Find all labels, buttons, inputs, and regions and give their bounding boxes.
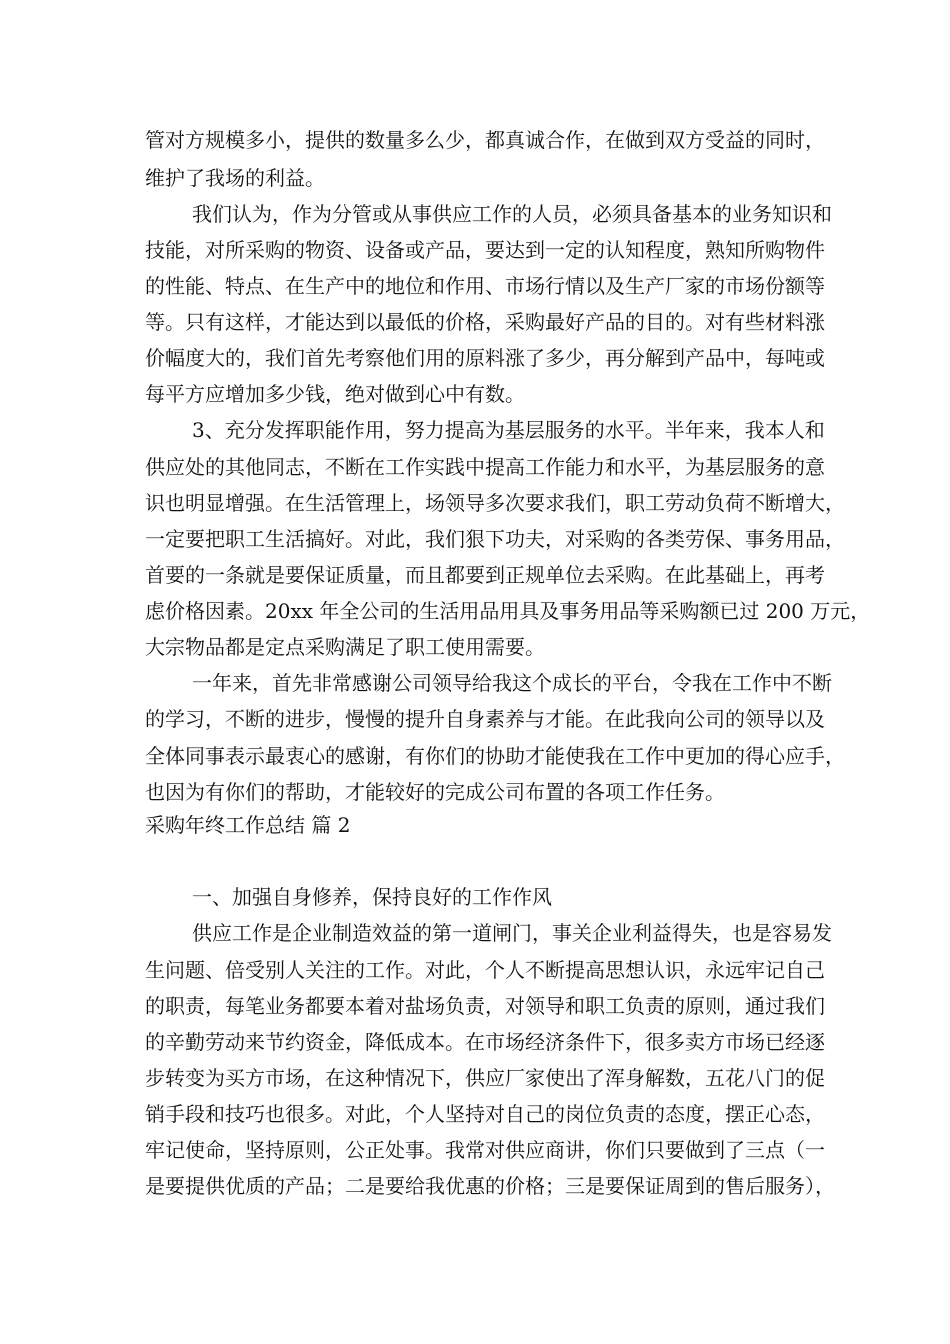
text-line: 等。只有这样，才能达到以最低的价格，采购最好产品的目的。对有些材料涨 (145, 310, 825, 334)
text-line: 一年来，首先非常感谢公司领导给我这个成长的平台，令我在工作中不断 (192, 671, 832, 695)
text-line: 每平方应增加多少钱，绝对做到心中有数。 (145, 382, 525, 406)
text-line: 3、充分发挥职能作用，努力提高为基层服务的水平。半年来，我本人和 (192, 418, 825, 442)
text-line: 一定要把职工生活搞好。对此，我们狠下功夫，对采购的各类劳保、事务用品， (145, 527, 845, 551)
text-line: 是要提供优质的产品；二是要给我优惠的价格；三是要保证周到的售后服务）， (145, 1174, 835, 1198)
section-heading: 采购年终工作总结 篇 2 (145, 813, 351, 837)
text-line: 价幅度大的，我们首先考察他们用的原料涨了多少，再分解到产品中，每吨或 (145, 346, 825, 370)
text-line: 供应处的其他同志，不断在工作实践中提高工作能力和水平，为基层服务的意 (145, 455, 825, 479)
text-line: 供应工作是企业制造效益的第一道闸门，事关企业利益得失，也是容易发 (192, 921, 832, 945)
text-line: 我们认为，作为分管或从事供应工作的人员，必须具备基本的业务知识和 (192, 202, 832, 226)
text-line: 步转变为买方市场，在这种情况下，供应厂家使出了浑身解数，五花八门的促 (145, 1066, 825, 1090)
text-line: 全体同事表示最衷心的感谢，有你们的协助才能使我在工作中更加的得心应手， (145, 744, 845, 768)
text-line: 的辛勤劳动来节约资金，降低成本。在市场经济条件下，很多卖方市场已经逐 (145, 1030, 825, 1054)
text-line: 也因为有你们的帮助，才能较好的完成公司布置的各项工作任务。 (145, 780, 725, 804)
text-line: 识也明显增强。在生活管理上，场领导多次要求我们，职工劳动负荷不断增大， (145, 491, 845, 515)
text-line: 首要的一条就是要保证质量，而且都要到正规单位去采购。在此基础上，再考 (145, 563, 825, 587)
text-line: 管对方规模多小，提供的数量多么少，都真诚合作，在做到双方受益的同时， (145, 128, 825, 152)
text-line: 的职责，每笔业务都要本着对盐场负责，对领导和职工负责的原则，通过我们 (145, 994, 825, 1018)
text-line: 维护了我场的利益。 (145, 166, 325, 190)
text-line: 生问题、倍受别人关注的工作。对此，个人不断提高思想认识，永远牢记自己 (145, 958, 825, 982)
subsection-heading: 一、加强自身修养，保持良好的工作作风 (192, 885, 552, 909)
text-line: 大宗物品都是定点采购满足了职工使用需要。 (145, 635, 545, 659)
text-line: 的性能、特点、在生产中的地位和作用、市场行情以及生产厂家的市场份额等 (145, 274, 825, 298)
text-line: 的学习，不断的进步，慢慢的提升自身素养与才能。在此我向公司的领导以及 (145, 707, 825, 731)
text-line: 牢记使命，坚持原则，公正处事。我常对供应商讲，你们只要做到了三点（一 (145, 1138, 825, 1162)
text-line: 销手段和技巧也很多。对此，个人坚持对自己的岗位负责的态度，摆正心态， (145, 1102, 825, 1126)
text-line: 虑价格因素。20xx 年全公司的生活用品用具及事务用品等采购额已过 200 万元， (145, 599, 871, 623)
text-line: 技能，对所采购的物资、设备或产品，要达到一定的认知程度，熟知所购物件 (145, 238, 825, 262)
